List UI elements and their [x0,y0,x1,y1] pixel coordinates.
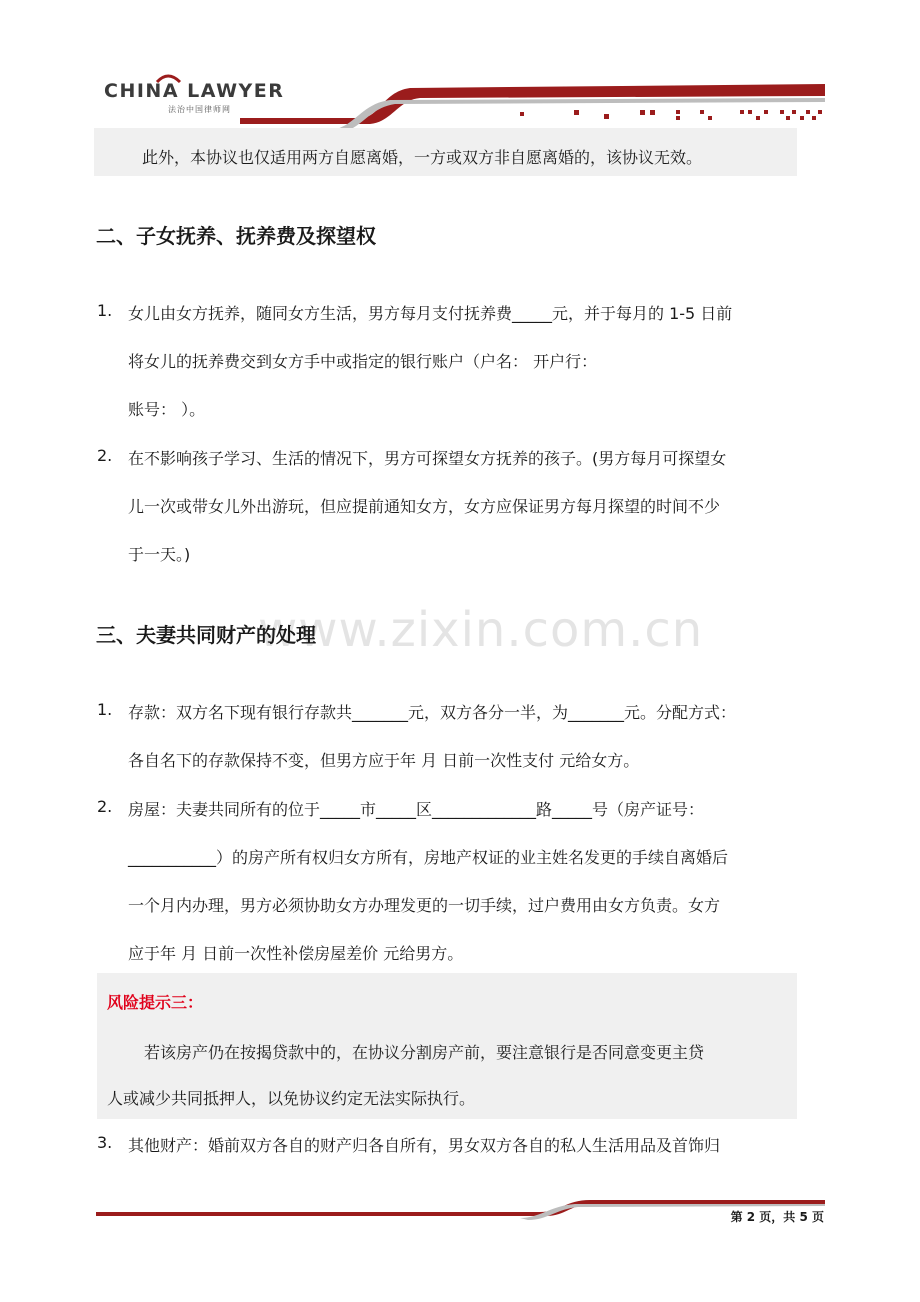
notice-text: 此外，本协议也仅适用两方自愿离婚，一方或双方非自愿离婚的，该协议无效。 [142,148,703,167]
paragraph-line: 女儿由女方抚养，随同女方生活，男方每月支付抚养费_____元，并于每月的 1-5 日前 [128,304,733,323]
list-number: 1. [97,700,113,719]
paragraph-line: 房屋：夫妻共同所有的位于_____市_____区_____________路_____号（房产证号： [128,800,705,819]
logo-text: CHINA LAWYER [104,80,285,102]
paragraph-line: 儿一次或带女儿外出游玩，但应提前通知女方，女方应保证男方每月探望的时间不少 [128,497,721,516]
risk-title: 风险提示三： [107,993,204,1012]
list-number: 1. [97,301,113,320]
paragraph-line: 存款：双方名下现有银行存款共_______元，双方各分一半，为_______元。分配方式： [128,703,737,722]
paragraph-line: 各自名下的存款保持不变，但男方应于年 月 日前一次性支付 元给女方。 [128,751,640,770]
paragraph-line: 应于年 月 日前一次性补偿房屋差价 元给男方。 [128,944,464,963]
logo-subtitle: 法治中国律师网 [168,105,231,114]
paragraph-line: ___________）的房产所有权归女方所有，房地产权证的业主姓名发更的手续自离婚后 [128,848,729,867]
section-2-title: 二、子女抚养、抚养费及探望权 [96,224,376,248]
page-number: 第 2 页，共 5 页 [730,1210,824,1224]
list-number: 2. [97,797,113,816]
paragraph-line: 于一天。) [128,545,191,564]
watermark: www.zixin.com.cn [258,602,704,658]
paragraph-line: 将女儿的抚养费交到女方手中或指定的银行账户（户名： 开户行： [128,352,598,371]
list-number: 2. [97,446,113,465]
risk-line: 人或减少共同抵押人，以免协议约定无法实际执行。 [107,1089,476,1108]
paragraph-line: 在不影响孩子学习、生活的情况下，男方可探望女方抚养的孩子。(男方每月可探望女 [128,449,727,468]
paragraph-line: 一个月内办理，男方必须协助女方办理发更的一切手续，过户费用由女方负责。女方 [128,896,721,915]
list-number: 3. [97,1133,113,1152]
section-3-title: 三、夫妻共同财产的处理 [96,623,316,647]
paragraph-line: 其他财产：婚前双方各自的财产归各自所有，男女双方各自的私人生活用品及首饰归 [128,1136,721,1155]
risk-line: 若该房产仍在按揭贷款中的，在协议分割房产前，要注意银行是否同意变更主贷 [144,1043,705,1062]
paragraph-line: 账号： ）。 [128,400,206,419]
